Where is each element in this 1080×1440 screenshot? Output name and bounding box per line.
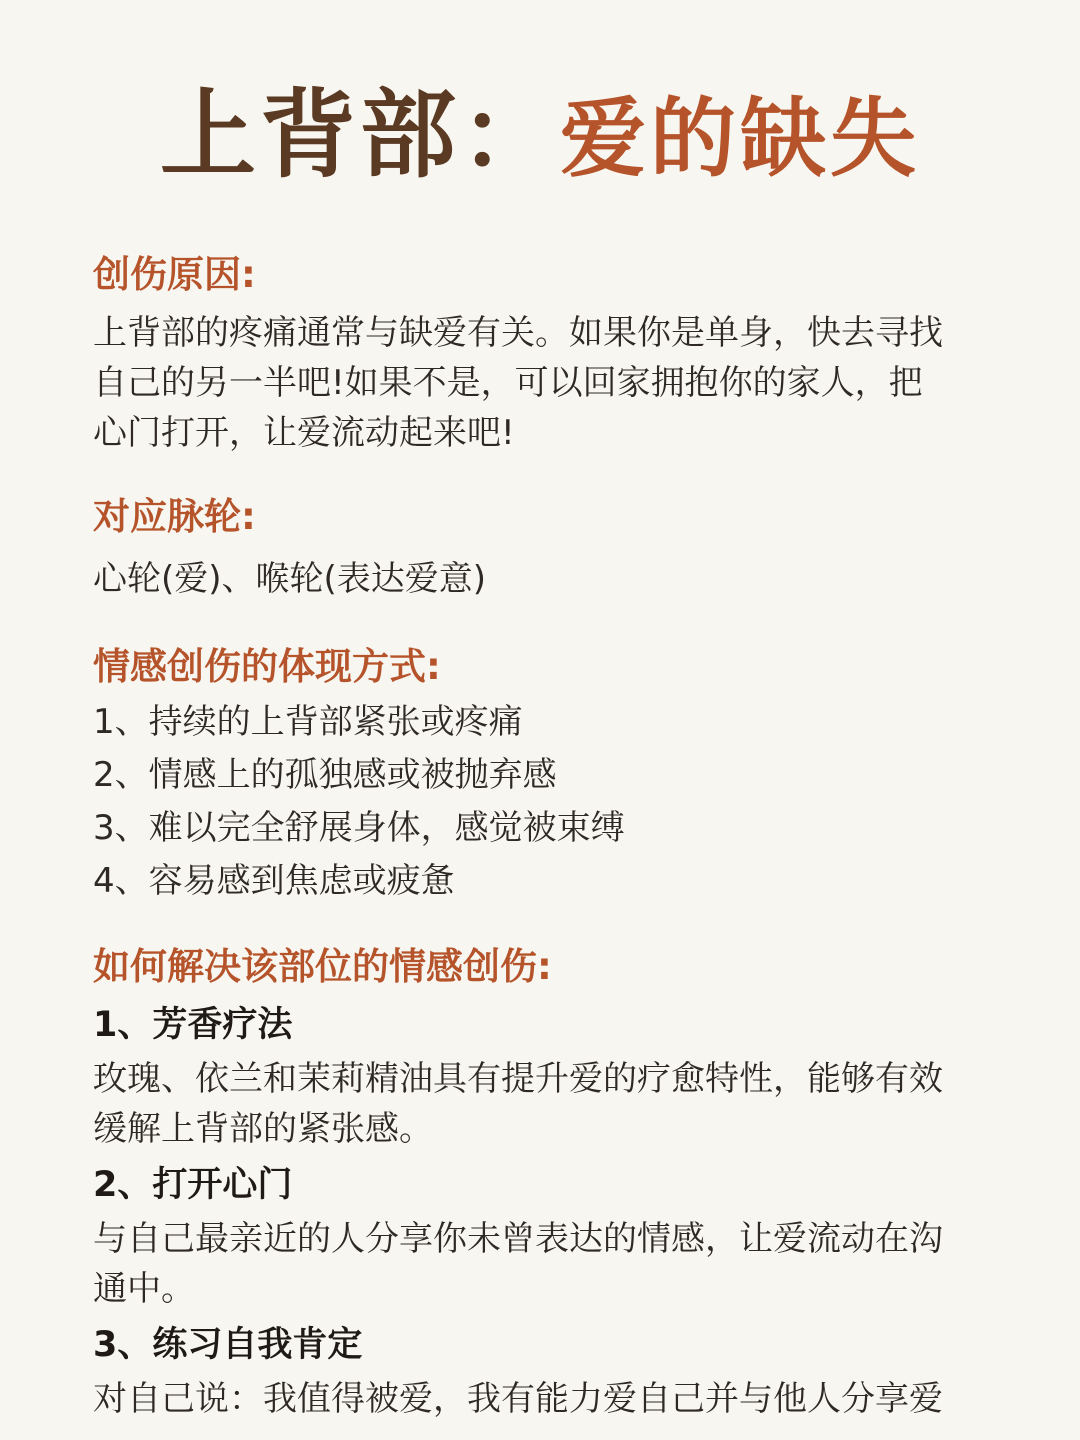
section-manifest [93, 642, 993, 908]
solution-1-line-2: 缓解上背部的紧张感。 [93, 1109, 433, 1149]
solution-1-line-1: 玫瑰、依兰和茉莉精油具有提升爱的疗愈特性，能够有效 [93, 1059, 943, 1099]
manifest-item: 4、容易感到焦虑或疲惫 [93, 861, 455, 901]
solution-3-title: 3、练习自我肯定 [93, 1325, 363, 1365]
solution-1-title: 1、芳香疗法 [93, 1005, 293, 1045]
solution-3-line-1: 对自己说：我值得被爱，我有能力爱自己并与他人分享爱 [93, 1379, 943, 1419]
manifest-item: 3、难以完全舒展身体，感觉被束缚 [93, 808, 625, 848]
heading-manifest: 情感创伤的体现方式: [93, 645, 441, 688]
page-title [0, 80, 1080, 194]
solution-2-line-1: 与自己最亲近的人分享你未曾表达的情感，让爱流动在沟 [93, 1219, 943, 1259]
chakra-text: 心轮(爱)、喉轮(表达爱意) [93, 559, 487, 599]
manifest-item: 1、持续的上背部紧张或疼痛 [93, 702, 523, 742]
cause-line-1: 上背部的疼痛通常与缺爱有关。如果你是单身，快去寻找 [93, 313, 943, 353]
title-accent: 爱的缺失 [560, 89, 920, 189]
heading-chakra: 对应脉轮: [93, 495, 256, 538]
heading-cause: 创伤原因: [93, 253, 256, 296]
section-chakra [93, 492, 993, 604]
title-main: 上背部： [160, 79, 560, 191]
manifest-item: 2、情感上的孤独感或被抛弃感 [93, 755, 557, 795]
cause-line-3: 心门打开，让爱流动起来吧! [93, 413, 515, 453]
section-cause [93, 250, 993, 458]
solution-2-title: 2、打开心门 [93, 1165, 293, 1205]
section-solution [93, 942, 993, 1424]
heading-solution: 如何解决该部位的情感创伤: [93, 945, 552, 988]
solution-2-line-2: 通中。 [93, 1269, 195, 1309]
cause-line-2: 自己的另一半吧!如果不是，可以回家拥抱你的家人，把 [93, 363, 923, 403]
